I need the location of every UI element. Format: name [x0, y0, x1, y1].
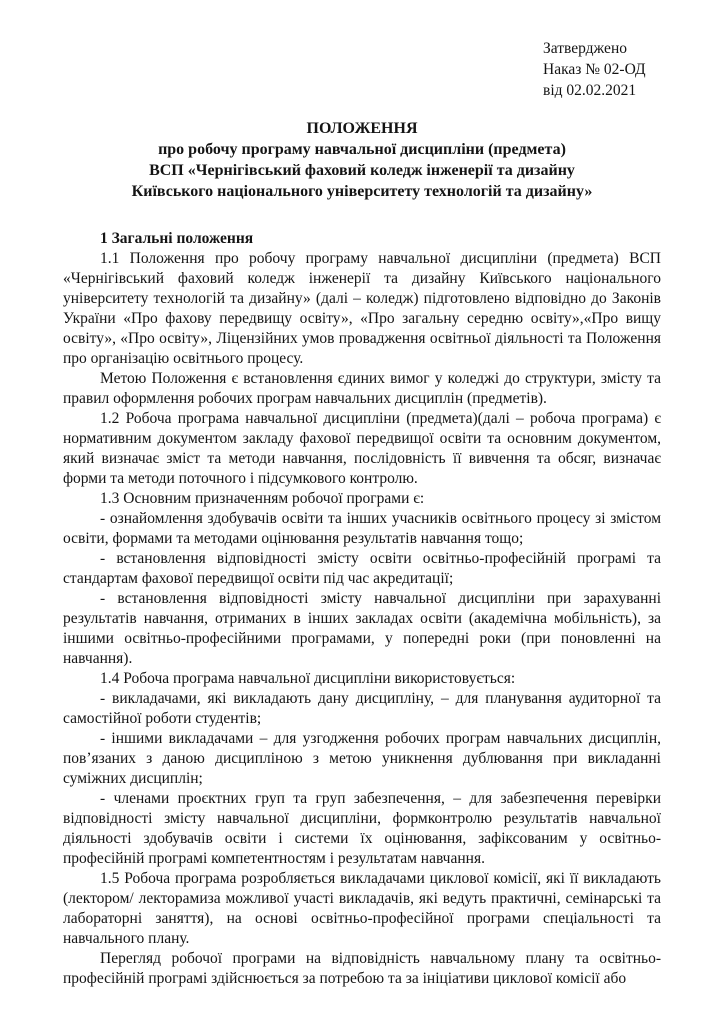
title-line: про робочу програму навчальної дисципліни (предмета)	[158, 141, 566, 158]
title-line: ПОЛОЖЕННЯ	[306, 120, 418, 137]
section-heading: 1 Загальні положення	[100, 230, 254, 247]
paragraph: - встановлення відповідності змісту освіти освітньо-професійній програмі та стандартам фахової передвищої освіти під час акредитації;	[63, 550, 661, 587]
title-line: Київського національного університету технологій та дизайну»	[131, 183, 593, 200]
paragraph: Метою Положення є встановлення єдиних вимог у коледжі до структури, змісту та правил оформлення робочих програм навчальних дисциплін (предметів).	[63, 370, 661, 407]
approval-line: Затверджено	[543, 40, 627, 57]
paragraph: 1.5 Робоча програма розробляється викладачами циклової комісії, які її викладають (лектором/ лекторамиза можливої участі викладачів, які ведуть практичні, семінарські та лабораторні заняття), на основі освітньо-професійної програми спеціальності та навчального плану.	[63, 870, 661, 947]
paragraph: 1.3 Основним призначенням робочої програми є:	[100, 490, 425, 507]
document-title	[63, 118, 661, 202]
paragraph: - викладачами, які викладають дану дисципліну, – для планування аудиторної та самостійної роботи студентів;	[63, 690, 661, 727]
paragraph: - встановлення відповідності змісту навчальної дисципліни при зарахуванні результатів навчання, отриманих в інших закладах освіти (академічна мобільність), за іншими освітньо-професійними програмами, у попередні роки (при поновленні на навчання).	[63, 590, 661, 667]
title-line: ВСП «Чернігівський фаховий коледж інженерії та дизайну	[149, 162, 575, 179]
paragraph: - ознайомлення здобувачів освіти та інших учасників освітнього процесу зі змістом освіти, формами та методами оцінювання результатів навчання тощо;	[63, 510, 661, 547]
paragraph: - членами проєктних груп та груп забезпечення, – для забезпечення перевірки відповідності змісту навчальної дисципліни, формконтролю результатів навчальної діяльності здобувачів освіти і системи їх оцінювання, зафіксованим у освітньо-професійній програмі компетентностям і результатам навчання.	[63, 790, 661, 867]
paragraph: 1.2 Робоча програма навчальної дисципліни (предмета)(далі – робоча програма) є нормативним документом закладу фахової передвищої освіти та основним документом, який визначає зміст та методи навчання, послідовність її вивчення та обсяг, визначає форми та методи поточного і підсумкового контролю.	[63, 410, 661, 487]
approval-line: від 02.02.2021	[543, 82, 637, 99]
document-body	[63, 249, 661, 989]
paragraph: 1.4 Робоча програма навчальної дисципліни використовується:	[100, 670, 516, 687]
paragraph: - іншими викладачами – для узгодження робочих програм навчальних дисциплін, пов’язаних з даною дисципліною з метою уникнення дублювання при викладанні суміжних дисциплін;	[63, 730, 661, 787]
paragraph: Перегляд робочої програми на відповідність навчальному плану та освітньо-професійній програмі здійснюється за потребою та за ініціативи циклової комісії або	[63, 950, 661, 987]
approval-block	[543, 38, 661, 101]
approval-line: Наказ № 02-ОД	[543, 61, 646, 78]
paragraph: 1.1 Положення про робочу програму навчальної дисципліни (предмета) ВСП «Чернігівський фаховий коледж інженерії та дизайну Київського національного університету технологій та дизайну» (далі – коледж) підготовлено відповідно до Законів України «Про фахову передвищу освіту», «Про загальну середню освіту»,«Про вищу освіту», «Про освіту», Ліцензійних умов провадження освітньої діяльності та Положення про організацію освітнього процесу.	[63, 250, 661, 367]
